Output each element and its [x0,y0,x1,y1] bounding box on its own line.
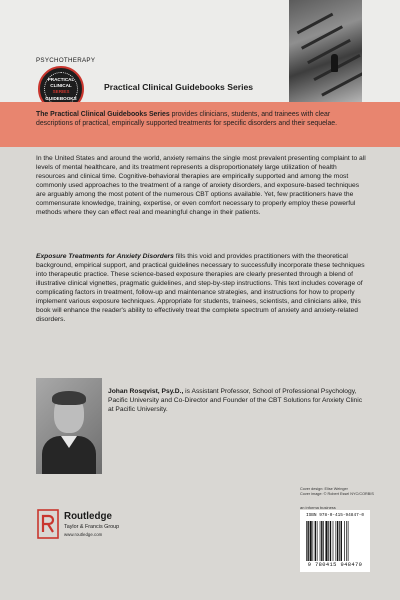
author-bio: Johan Rosqvist, Psy.D., is Assistant Professor, School of Professional Psychology, Pacific University and Co-Director and Founder of the CBT Solutions for Anxiety Clinic at Pacific University. [108,388,363,414]
isbn-text: ISBN 978-0-415-94847-0 [306,513,364,518]
category-label: PSYCHOTHERAPY [36,57,96,64]
staircase-photo [289,0,362,102]
barcode-number: 9 780415 948470 [307,562,363,568]
barcode-bars [306,521,364,561]
figure-silhouette [331,54,338,72]
isbn-barcode [300,510,370,572]
series-description: The Practical Clinical Guidebooks Series provides clinicians, students, and trainees with clear descriptions of practical, empirically supported treatments for specific disorders and their sequelae. [36,111,338,127]
series-description-band [0,102,400,147]
description-paragraph-2: Exposure Treatments for Anxiety Disorders fills this void and provides practitioners with the theoretical background, empirical support, and practical guidelines necessary to successfully incorporate these techniques into therapeutic practice. These science-based exposure therapies are clearly presented through a blend of illustrative clinical vignettes, pragmatic guidelines, and step-by-step instructions. This text includes coverage of complicating factors in treatment, follow-up and maintenance strategies, and instructions for how to properly implement various exposure techniques. Appropriate for students, trainees, scientists, and clinicians alike, this book will enhance the reader's ability to effectively treat the complete spectrum of anxiety and anxiety-related disorders. [36,253,365,324]
series-badge-logo: PRACTICAL CLINICAL SERIES GUIDEBOOKS [38,66,84,112]
author-name: Johan Rosqvist, Psy.D., [108,388,184,395]
informa-label: an informa business [300,505,336,510]
book-title: Exposure Treatments for Anxiety Disorders [36,253,174,260]
author-photo [36,378,102,474]
series-title: Practical Clinical Guidebooks Series [104,82,254,92]
routledge-logo-icon [36,508,60,540]
publisher-name: Routledge [64,511,112,522]
header-bar [0,0,400,102]
publisher-group: Taylor & Francis Group [64,524,120,530]
publisher-url: www.routledge.com [64,532,103,537]
description-paragraph-1: In the United States and around the world, anxiety remains the single most prevalent presenting complaint to all levels of mental healthcare, and its treatment represents a disproportionately large utilization of health resources and clinical time. Cognitive-behavioral therapies are empirically supported and among the most commonly used approaches to the treatment of a range of anxiety disorders, and exposure-based techniques are arguably among the most potent of the numerous CBT options available. Yet, few practitioners have the commensurate knowledge, training, expertise, or even comfort necessary to properly employ these powerful methods where they can effect real and meaningful change in their patients. [36,155,366,217]
cover-credits: Cover design: Elise Weinger Cover image: © Robert Essel NYC/CORBIS [300,487,374,496]
